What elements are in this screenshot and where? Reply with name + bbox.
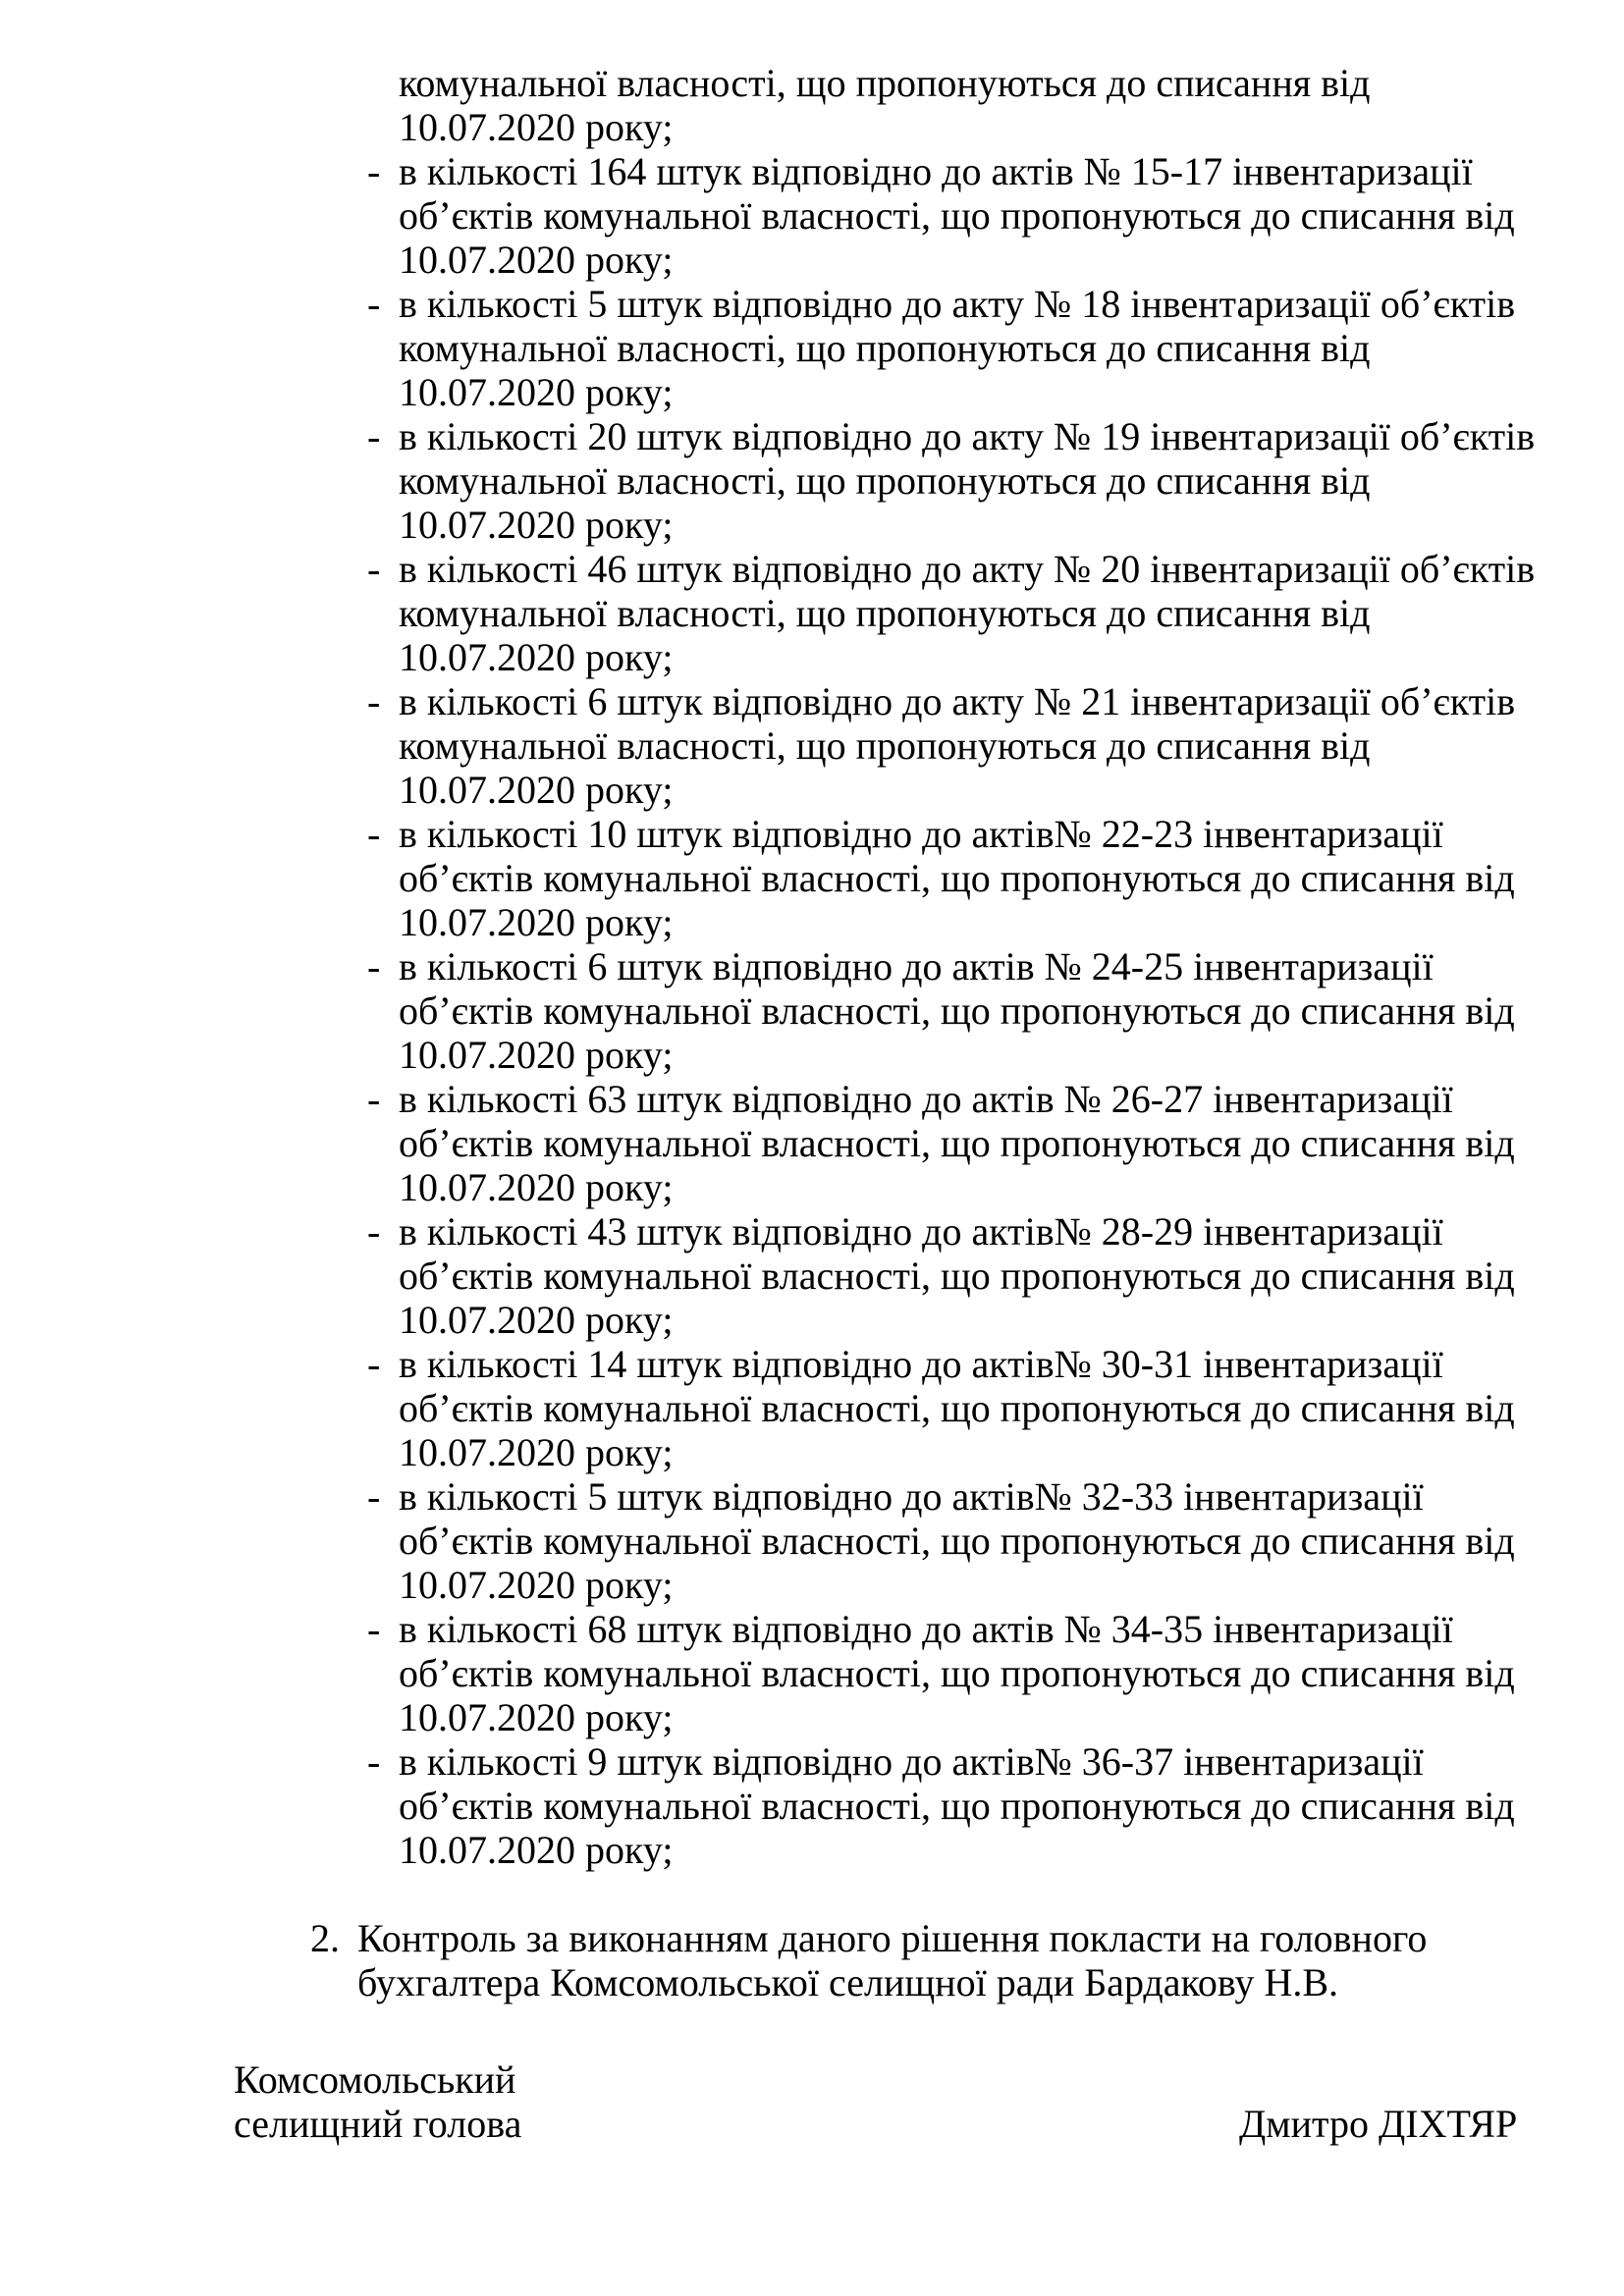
numbered-line-2: бухгалтера Комсомольської селищної ради Бардакову Н.В. — [357, 1960, 1339, 2004]
list-item-line-2: об’єктів комунальної власності, що пропонуються до списання від — [399, 193, 1515, 238]
list-item-line-1: в кількості 5 штук відповідно до актів№ 32-33 інвентаризації — [399, 1474, 1424, 1519]
list-item-line-3: 10.07.2020 року; — [399, 1298, 674, 1342]
continuation-line-1: комунальної власності, що пропонуються до списання від — [399, 61, 1371, 105]
list-item-line-3: 10.07.2020 року; — [399, 370, 674, 414]
list-dash: - — [367, 679, 381, 723]
list-dash: - — [367, 1739, 381, 1784]
numbered-marker: 2. — [310, 1916, 340, 1960]
list-item-line-1: в кількості 6 штук відповідно до акту № 21 інвентаризації об’єктів — [399, 679, 1516, 723]
list-item-line-3: 10.07.2020 року; — [399, 900, 674, 944]
list-item-line-2: комунальної власності, що пропонуються до списання від — [399, 723, 1371, 768]
list-item-line-1: в кількості 5 штук відповідно до акту № 18 інвентаризації об’єктів — [399, 282, 1516, 326]
list-item-line-1: в кількості 63 штук відповідно до актів № 26-27 інвентаризації — [399, 1077, 1453, 1121]
list-item-line-1: в кількості 6 штук відповідно до актів № 24-25 інвентаризації — [399, 944, 1434, 988]
list-item-line-1: в кількості 10 штук відповідно до актів№ 22-23 інвентаризації — [399, 812, 1443, 856]
list-item-line-2: об’єктів комунальної власності, що пропонуються до списання від — [399, 1651, 1515, 1695]
list-dash: - — [367, 1077, 381, 1121]
list-item-line-3: 10.07.2020 року; — [399, 768, 674, 812]
list-item-line-3: 10.07.2020 року; — [399, 635, 674, 679]
list-item-line-2: об’єктів комунальної власності, що пропонуються до списання від — [399, 1121, 1515, 1165]
list-item-line-3: 10.07.2020 року; — [399, 1828, 674, 1872]
list-dash: - — [367, 812, 381, 856]
list-dash: - — [367, 547, 381, 591]
list-item-line-3: 10.07.2020 року; — [399, 1033, 674, 1077]
list-dash: - — [367, 414, 381, 458]
list-item-line-2: об’єктів комунальної власності, що пропонуються до списання від — [399, 1386, 1515, 1430]
signatory-position-line-2: селищний голова — [234, 2102, 522, 2146]
list-item-line-1: в кількості 14 штук відповідно до актів№ 30-31 інвентаризації — [399, 1342, 1443, 1386]
signatory-name: Дмитро ДІХТЯР — [1239, 2102, 1518, 2146]
list-item-line-3: 10.07.2020 року; — [399, 1165, 674, 1209]
list-item-line-1: в кількості 9 штук відповідно до актів№ 36-37 інвентаризації — [399, 1739, 1424, 1784]
continuation-line-2: 10.07.2020 року; — [399, 105, 674, 149]
list-dash: - — [367, 149, 381, 193]
list-item-line-1: в кількості 43 штук відповідно до актів№ 28-29 інвентаризації — [399, 1209, 1443, 1254]
list-dash: - — [367, 282, 381, 326]
list-item-line-1: в кількості 46 штук відповідно до акту № 20 інвентаризації об’єктів — [399, 547, 1536, 591]
list-dash: - — [367, 1474, 381, 1519]
list-item-line-1: в кількості 68 штук відповідно до актів № 34-35 інвентаризації — [399, 1607, 1453, 1651]
list-item-line-3: 10.07.2020 року; — [399, 1430, 674, 1474]
list-item-line-2: об’єктів комунальної власності, що пропонуються до списання від — [399, 1254, 1515, 1298]
list-item-line-2: об’єктів комунальної власності, що пропонуються до списання від — [399, 1519, 1515, 1563]
list-item-line-3: 10.07.2020 року; — [399, 503, 674, 547]
list-item-line-3: 10.07.2020 року; — [399, 1695, 674, 1739]
list-dash: - — [367, 1342, 381, 1386]
list-dash: - — [367, 1607, 381, 1651]
list-item-line-2: комунальної власності, що пропонуються до списання від — [399, 458, 1371, 503]
list-dash: - — [367, 1209, 381, 1254]
list-item-line-3: 10.07.2020 року; — [399, 238, 674, 282]
list-item-line-2: комунальної власності, що пропонуються до списання від — [399, 326, 1371, 370]
list-item-line-2: об’єктів комунальної власності, що пропонуються до списання від — [399, 1784, 1515, 1828]
numbered-line-1: Контроль за виконанням даного рішення покласти на головного — [357, 1916, 1428, 1960]
list-item-line-2: об’єктів комунальної власності, що пропонуються до списання від — [399, 988, 1515, 1033]
list-dash: - — [367, 944, 381, 988]
signatory-position-line-1: Комсомольський — [234, 2057, 516, 2102]
list-item-line-2: об’єктів комунальної власності, що пропонуються до списання від — [399, 856, 1515, 900]
list-item-line-2: комунальної власності, що пропонуються до списання від — [399, 591, 1371, 635]
list-item-line-3: 10.07.2020 року; — [399, 1563, 674, 1607]
list-item-line-1: в кількості 164 штук відповідно до актів № 15-17 інвентаризації — [399, 149, 1473, 193]
list-item-line-1: в кількості 20 штук відповідно до акту № 19 інвентаризації об’єктів — [399, 414, 1536, 458]
